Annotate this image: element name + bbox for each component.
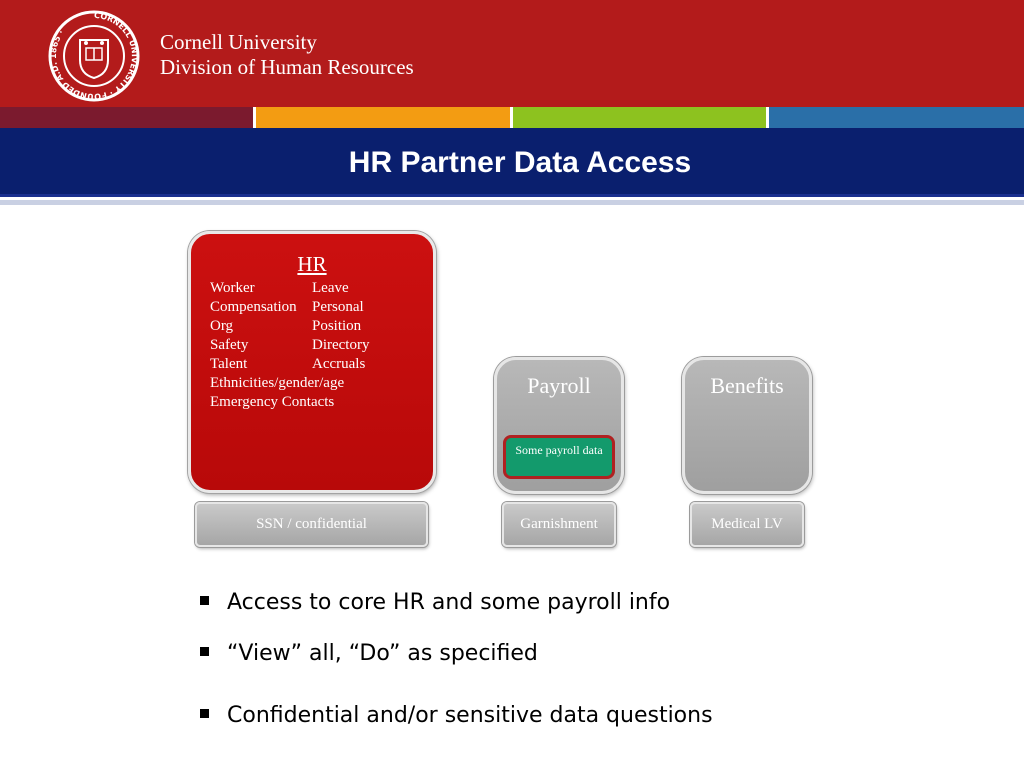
- color-strip-orange: [256, 107, 510, 128]
- square-bullet-icon: [200, 647, 209, 656]
- payroll-box-title: Payroll: [527, 373, 591, 398]
- hr-item: Ethnicities/gender/age: [210, 375, 345, 391]
- header-banner: [0, 0, 1024, 107]
- benefits-box-title: Benefits: [710, 373, 784, 398]
- color-strip-green: [513, 107, 766, 128]
- bullet-item: [200, 590, 670, 615]
- hr-item: Talent: [210, 356, 248, 372]
- hr-row: [210, 393, 334, 412]
- org-line-university: Cornell University: [160, 30, 317, 54]
- bullet-text: Confidential and/or sensitive data questions: [227, 703, 713, 728]
- hr-item: Directory: [312, 337, 370, 353]
- org-line-division: Division of Human Resources: [160, 55, 414, 79]
- hr-item: Personal: [312, 299, 364, 315]
- hr-row: [210, 298, 364, 317]
- bullet-item: [200, 641, 538, 666]
- hr-item: Compensation: [210, 299, 297, 315]
- hr-item: Position: [312, 318, 362, 334]
- bullet-text: “View” all, “Do” as specified: [227, 641, 538, 666]
- hr-row: [210, 374, 344, 393]
- color-strip-maroon: [0, 107, 253, 128]
- bullet-text: Access to core HR and some payroll info: [227, 590, 671, 615]
- title-divider: [0, 200, 1024, 205]
- medical-lv-label: Medical LV: [690, 502, 804, 547]
- svg-text:CORNELL UNIVERSITY · FOUNDED A: CORNELL UNIVERSITY · FOUNDED A.D. 1865 ·: [48, 10, 140, 102]
- garnishment-label: Garnishment: [502, 502, 616, 547]
- organization-name: [160, 30, 414, 80]
- bullet-item: [200, 703, 713, 728]
- hr-row: [210, 336, 370, 355]
- square-bullet-icon: [200, 709, 209, 718]
- slide-title: HR Partner Data Access: [348, 146, 692, 179]
- hr-item: Org: [210, 318, 234, 334]
- hr-row: [210, 317, 362, 336]
- hr-item: Accruals: [312, 356, 366, 372]
- hr-item: Safety: [210, 337, 249, 353]
- hr-item: Worker: [210, 280, 255, 296]
- some-payroll-data-box: Some payroll data: [503, 435, 615, 479]
- hr-row: [210, 279, 349, 298]
- ssn-confidential-label: SSN / confidential: [195, 502, 428, 547]
- hr-item: Emergency Contacts: [210, 394, 335, 410]
- cornell-seal-icon: [48, 10, 140, 102]
- hr-box-title: HR: [297, 252, 327, 276]
- hr-item: Leave: [312, 280, 349, 296]
- square-bullet-icon: [200, 596, 209, 605]
- color-strip-blue: [769, 107, 1024, 128]
- hr-row: [210, 355, 366, 374]
